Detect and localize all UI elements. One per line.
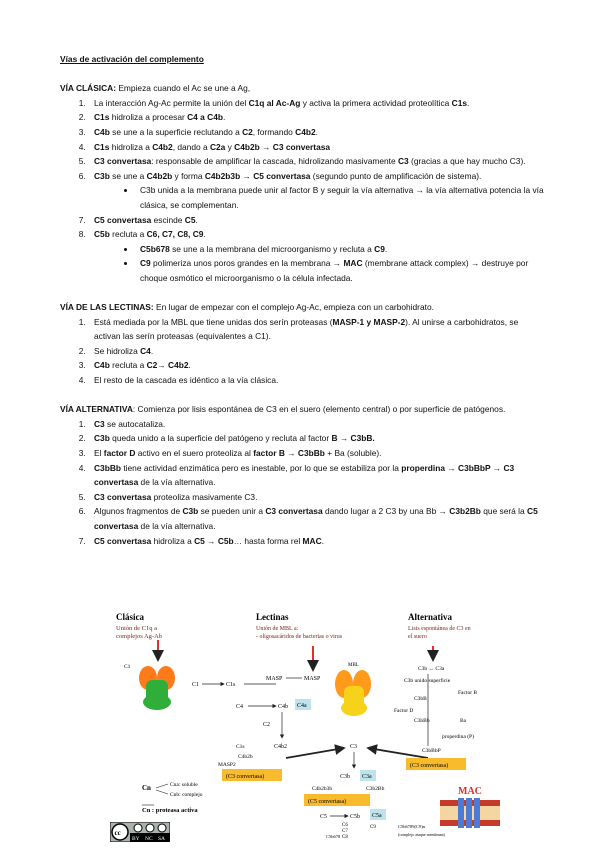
fig-mbl-label: MBL — [348, 663, 359, 668]
text-run: C3 — [398, 156, 409, 167]
fig-clasica-sub2: complejos Ag-Ab — [116, 633, 163, 640]
fig-c3bbb: C3bBb — [414, 718, 430, 724]
fig-c3b-surface: C3b unido superficie — [404, 678, 451, 684]
text-run: hidroliza a — [151, 535, 195, 546]
cc-sa: SA — [158, 836, 166, 842]
list-item — [88, 140, 546, 155]
classic-steps-list — [60, 96, 546, 286]
lectin-intro: En lugar de empezar con el complejo Ag-Ac, empieza con un carbohidrato. — [153, 302, 434, 313]
text-run: (gracias a que hay mucho C3). — [408, 156, 526, 167]
list-item — [88, 344, 546, 359]
text-run: Está mediada por la MBL que tiene unidas dos serín proteasas ( — [94, 316, 333, 327]
text-run: C3 convertasa — [94, 156, 152, 167]
text-run: y activa la primera actividad proteolítica — [300, 97, 452, 108]
text-run: C4b2 — [295, 126, 316, 137]
text-run: C4 — [140, 345, 151, 356]
text-run: Se hidroliza — [94, 345, 141, 356]
text-run: + Ba (soluble). — [324, 448, 382, 459]
text-run: C3b — [94, 433, 110, 444]
text-run: . — [188, 360, 191, 371]
text-run: factor B → C3bBb — [253, 448, 325, 459]
fig-attack-complex: (complejo ataque membrana) — [398, 832, 445, 837]
fig-c1s-2: C1s — [236, 744, 245, 750]
text-run: C3b2Bb — [449, 506, 481, 517]
cc-text: cc — [114, 829, 121, 837]
text-run: activo en el suero proteoliza al — [135, 448, 254, 459]
cc-license-badge — [110, 822, 170, 842]
alternative-heading: VÍA ALTERNATIVA — [60, 404, 133, 415]
classic-heading-line — [60, 81, 546, 96]
fig-c3bb: C3bB — [414, 696, 427, 702]
text-run: . — [203, 229, 206, 240]
sub-list — [94, 242, 546, 286]
by-person-icon — [134, 824, 142, 832]
list-item — [88, 227, 546, 285]
text-run: C4b2 — [152, 141, 173, 152]
text-run: C3b — [94, 170, 110, 181]
text-run: C4b — [94, 360, 110, 371]
text-run: (membrane attack complex) → destruye por choque osmótico el microorganismo o la célula infectada. — [140, 258, 529, 283]
text-run: factor D — [103, 448, 136, 459]
text-run: . — [315, 126, 318, 137]
text-run: C4b2b3b → C5 convertasa — [204, 170, 311, 181]
list-item — [88, 417, 546, 432]
sub-list — [94, 183, 546, 212]
fig-c3b2bb: C3b2Bb — [366, 786, 385, 792]
fig-c3bbbp: C3bBbP — [422, 748, 441, 754]
text-run: MASP-1 y MASP-2 — [332, 316, 406, 327]
text-run: El — [94, 448, 104, 459]
sub-list-item — [136, 183, 546, 212]
classic-intro: Empieza cuando el Ac se une a Ag, — [116, 83, 251, 94]
fig-c8: C8 — [342, 835, 348, 840]
fig-mac: MAC — [458, 786, 482, 797]
list-item — [88, 373, 546, 388]
text-run: B → C3bB. — [331, 433, 375, 444]
list-item — [88, 96, 546, 111]
list-item — [88, 431, 546, 446]
text-run: El resto de la cascada es idéntico a la vía clásica. — [94, 375, 279, 386]
text-run: se une a la membrana del microorganismo y recluta a — [169, 243, 375, 254]
lectin-heading-line — [60, 300, 546, 315]
text-run: C3b — [182, 506, 199, 517]
list-item — [88, 315, 546, 344]
classic-heading: VÍA CLÁSICA: — [60, 83, 116, 94]
fig-c6: C6 — [342, 823, 348, 828]
text-run: C5 convertasa — [94, 214, 152, 225]
text-run: escinde — [151, 214, 185, 225]
sub-list-item — [136, 242, 546, 257]
text-run: (segundo punto de amplificación de sistema). — [310, 170, 482, 181]
legend-cnb: Cnb: complejo — [170, 792, 203, 798]
text-run: tiene actividad enzimática pero es inestable, por lo que se estabiliza por la — [121, 462, 402, 473]
list-item — [88, 446, 546, 461]
fig-c5b: C5b — [350, 814, 361, 820]
fig-c5b678: C5b678 — [326, 834, 341, 839]
list-item — [88, 504, 546, 533]
text-run: C5 convertasa — [94, 535, 152, 546]
alternative-intro: : Comienza por lisis espontánea de C3 en el suero (elemento central) o por superficie de patógenos. — [132, 404, 506, 415]
text-run: . — [222, 112, 226, 123]
text-run: MAC — [302, 535, 322, 546]
fig-lectinas-sub1: Unión de MBL a: — [256, 626, 299, 632]
fig-c3conv-2: (C3 convertasa) — [410, 763, 449, 769]
document-title: Vías de activación del complemento — [60, 54, 204, 64]
fig-title-clasica: Clásica — [116, 612, 144, 622]
fig-clasica-sub1: Unión de C1q a — [116, 625, 157, 632]
text-run: . — [384, 243, 388, 254]
fig-c1-label: C1 — [124, 664, 131, 670]
text-run: C1s — [451, 97, 468, 108]
text-run: y — [225, 141, 235, 152]
text-run: se pueden unir a — [198, 506, 266, 517]
list-item — [88, 461, 546, 490]
text-run: queda unido a la superficie del patógeno y recluta al factor — [109, 433, 332, 444]
fig-alternativa-sub1: Lisis espontánea de C3 en — [408, 626, 471, 632]
alternative-steps-list — [60, 417, 546, 548]
text-run: C3 — [94, 418, 105, 429]
fig-c9: C9 — [370, 825, 376, 830]
text-run: dando lugar a 2 C3 by una Bb → — [322, 506, 450, 517]
list-item — [88, 154, 546, 169]
fig-c3: C3 — [350, 744, 358, 750]
mbl-complex-icon — [335, 670, 371, 716]
fig-c4b: C4b — [278, 704, 289, 710]
fig-c4a: C4a — [297, 703, 307, 709]
text-run: C4b2b → C3 convertasa — [234, 141, 331, 152]
fig-c1s: C1s — [226, 682, 236, 688]
text-run: C5b678 — [140, 243, 170, 254]
legend-cnbar: Cn : proteasa activa — [142, 807, 198, 814]
text-run: C3 convertasa — [265, 506, 323, 517]
fig-c4: C4 — [236, 704, 244, 710]
fig-c4b2b3b: C4b2b3b — [312, 786, 333, 792]
text-run: C3b unida a la membrana puede unir al factor B y seguir la vía alternativa → la vía alternativa potencia la vía clásica, se complementan. — [140, 185, 544, 210]
fig-c5a: C5a — [372, 813, 382, 819]
text-run: C9 — [374, 243, 385, 254]
text-run: hidroliza a — [109, 141, 153, 152]
list-item — [88, 125, 546, 140]
fig-title-alternativa: Alternativa — [408, 612, 452, 622]
fig-alternativa-sub2: el suero — [408, 634, 427, 640]
text-run: C6, C7, C8, C9 — [146, 229, 204, 240]
alternative-heading-line — [60, 402, 546, 417]
lectin-heading: VÍA DE LAS LECTINAS: — [60, 302, 154, 313]
text-run: recluta a — [109, 360, 147, 371]
fig-lectinas-sub2: - oligosacáridos de bacterias o virus — [256, 634, 343, 640]
text-run: … hasta forma rel — [233, 535, 303, 546]
text-run: C2→ C4b2 — [146, 360, 189, 371]
legend-cn: Cn — [142, 784, 151, 792]
text-run: MAC — [343, 258, 363, 269]
text-run: . — [150, 345, 154, 356]
text-run: : responsable de amplificar la cascada, hidrolizando masivamente — [151, 156, 398, 167]
list-item — [88, 490, 546, 505]
legend-cna: Cna: soluble — [170, 782, 198, 788]
list-item — [88, 358, 546, 373]
text-run: recluta a — [109, 229, 147, 240]
fig-factor-b: Factor B — [458, 690, 478, 696]
text-run: proteoliza masivamente C3. — [151, 491, 258, 502]
text-run: y forma — [172, 170, 205, 181]
cc-nc: NC — [145, 836, 153, 842]
fig-c3a: C3a — [362, 774, 372, 780]
list-item — [88, 110, 546, 125]
document-text — [60, 52, 546, 548]
text-run: C5 — [184, 214, 196, 225]
fig-c5b6789: C5b6789(C9)n — [398, 824, 425, 829]
text-run: C5 convertasa — [94, 506, 538, 531]
text-run: . — [195, 214, 198, 225]
text-run: La interacción Ag-Ac permite la unión del — [94, 97, 249, 108]
cc-by: BY — [132, 836, 140, 842]
fig-c2: C2 — [263, 722, 271, 728]
fig-masp-2: MASP — [304, 676, 321, 682]
text-run: C1s — [94, 112, 110, 123]
text-run: C5 → C5b — [194, 535, 234, 546]
fig-masp2: MASP2 — [218, 762, 236, 768]
fig-c1: C1 — [192, 682, 200, 688]
fig-properdina: properdina (P) — [442, 734, 474, 740]
text-run: ). Al unirse a carbohidratos, se activan las serín proteasas (equivalentes a C1). — [94, 316, 519, 342]
text-run: C1q al Ac-Ag — [248, 97, 301, 108]
text-run: C9 — [140, 258, 151, 269]
text-run: C2 — [242, 126, 253, 137]
text-run: se une a — [109, 170, 147, 181]
list-item — [88, 534, 546, 549]
fig-c4b2: C4b2 — [274, 744, 288, 750]
text-run: C2a — [209, 141, 226, 152]
fig-c5: C5 — [320, 814, 328, 820]
fig-c3-hydrolysis: C3b ↔ C3a — [418, 666, 445, 672]
text-run: de la vía alternativa. — [138, 521, 216, 531]
text-run: hidroliza a procesar — [109, 112, 188, 123]
sa-share-icon — [158, 824, 166, 832]
sub-list-item — [136, 256, 546, 285]
text-run: Algunos fragmentos de — [94, 506, 183, 517]
text-run: . — [467, 97, 470, 108]
lectin-steps-list — [60, 315, 546, 388]
fig-c3b: C3b — [340, 774, 351, 780]
text-run: , dando a — [172, 141, 210, 152]
c1-complex-icon — [139, 666, 175, 710]
text-run: . — [321, 535, 324, 546]
complement-pathways-figure — [108, 608, 508, 840]
list-item — [88, 169, 546, 213]
text-run: , formando — [252, 126, 296, 137]
fig-c4b2b: C4b2b — [238, 754, 253, 760]
text-run: C4b — [94, 126, 110, 137]
text-run: polimeriza unos poros grandes en la membrana → — [150, 258, 344, 269]
fig-title-lectinas: Lectinas — [256, 612, 289, 622]
text-run: C4b2b — [146, 170, 173, 181]
list-item — [88, 213, 546, 228]
text-run: C5b — [94, 229, 110, 240]
fig-c7: C7 — [342, 829, 348, 834]
text-run: que será la — [480, 506, 528, 517]
text-run: de la vía alternativa. — [138, 477, 216, 488]
fig-c3conv-1: (C3 convertasa) — [226, 774, 265, 780]
fig-masp: MASP — [266, 676, 283, 682]
text-run: C3 convertasa — [94, 491, 152, 502]
text-run: properdina → C3bBbP → C3 convertasa — [94, 462, 515, 488]
text-run: C1s — [94, 141, 110, 152]
mac-membrane-icon — [440, 798, 500, 828]
text-run: C3bBb — [94, 462, 121, 473]
nc-dollar-icon — [146, 824, 154, 832]
text-run: se autocataliza. — [104, 418, 166, 429]
fig-ba: Ba — [460, 718, 467, 724]
text-run: C4 a C4b — [187, 112, 223, 123]
text-run: se une a la superficie reclutando a — [109, 126, 243, 137]
fig-factor-d: Factor D — [394, 708, 414, 714]
fig-c5conv: (C5 convertasa) — [308, 799, 347, 805]
